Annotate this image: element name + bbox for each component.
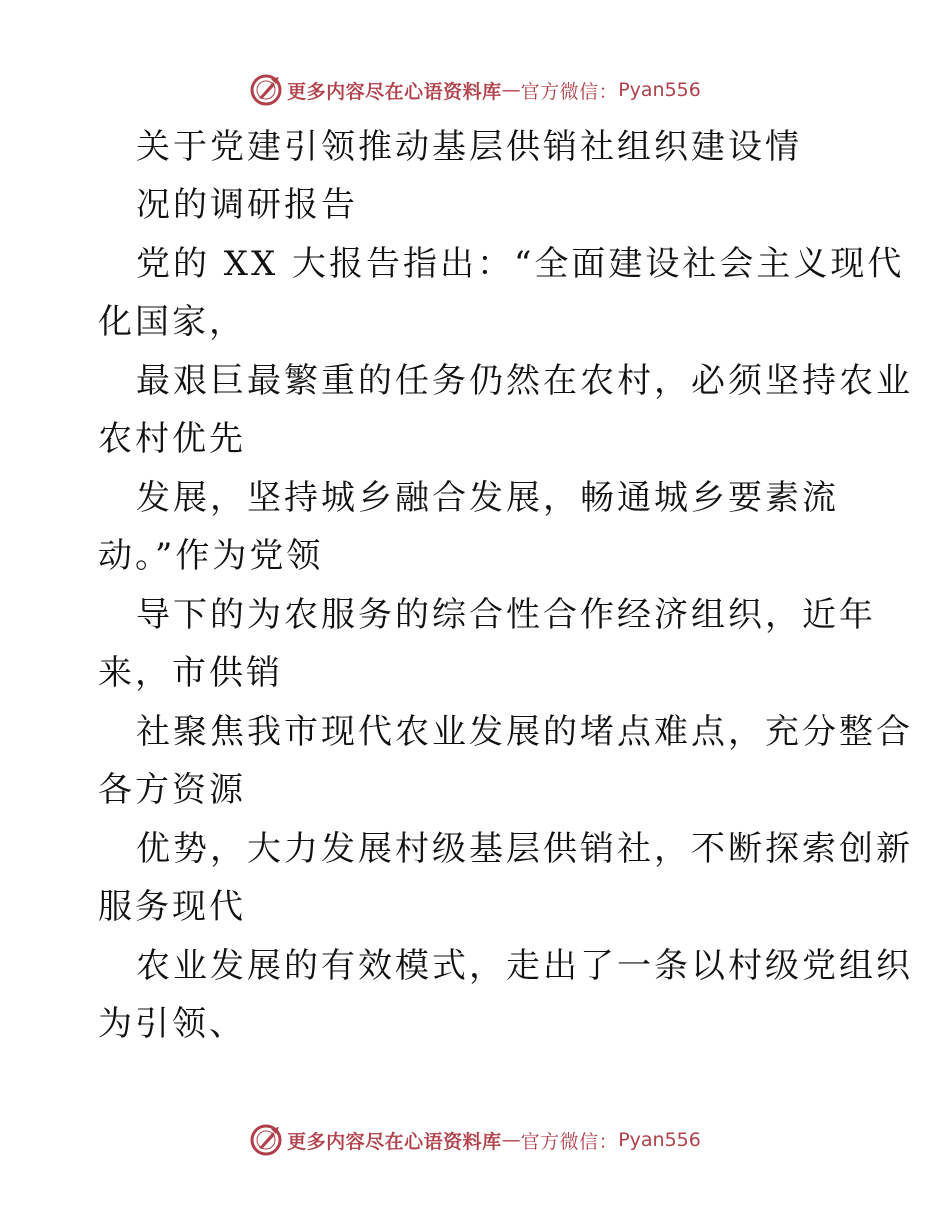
text-line: 优势，大力发展村级基层供销社，不断探索创新 bbox=[136, 829, 913, 869]
text-line: 为引领、 bbox=[98, 1004, 246, 1044]
text-line: 社聚焦我市现代农业发展的堵点难点，充分整合 bbox=[136, 712, 913, 752]
watermark-text: 更多内容尽在心语资料库 bbox=[287, 80, 502, 103]
text-line: 导下的为农服务的综合性合作经济组织，近年 bbox=[136, 595, 876, 635]
text-line: 各方资源 bbox=[98, 770, 246, 810]
title-line-2: 况的调研报告 bbox=[136, 185, 358, 225]
watermark-text: 更多内容尽在心语资料库 bbox=[287, 1130, 502, 1153]
watermark-dash: — bbox=[501, 1129, 521, 1151]
text-line: 党的 XX 大报告指出：“全面建设社会主义现代 bbox=[136, 244, 905, 284]
footer-watermark bbox=[0, 1120, 950, 1160]
text-line: 发展，坚持城乡融合发展，畅通城乡要素流 bbox=[136, 478, 839, 518]
text-line: 农业发展的有效模式，走出了一条以村级党组织 bbox=[136, 946, 913, 986]
watermark-wechat-id: Pyan556 bbox=[618, 79, 701, 101]
watermark-wechat-id: Pyan556 bbox=[618, 1129, 701, 1151]
quill-pen-circle-icon bbox=[249, 1123, 283, 1157]
title-line-1: 关于党建引领推动基层供销社组织建设情 bbox=[136, 127, 802, 167]
text-line: 服务现代 bbox=[98, 887, 246, 927]
text-line: 最艰巨最繁重的任务仍然在农村，必须坚持农业 bbox=[136, 361, 913, 401]
watermark-wechat-label: 官方微信： bbox=[520, 1130, 619, 1153]
text-line: 动。”作为党领 bbox=[98, 536, 324, 576]
text-line: 化国家， bbox=[98, 302, 246, 342]
watermark-dash: — bbox=[501, 79, 521, 101]
text-line: 农村优先 bbox=[98, 419, 246, 459]
text-line: 来，市供销 bbox=[98, 653, 283, 693]
watermark-wechat-label: 官方微信： bbox=[520, 80, 619, 103]
